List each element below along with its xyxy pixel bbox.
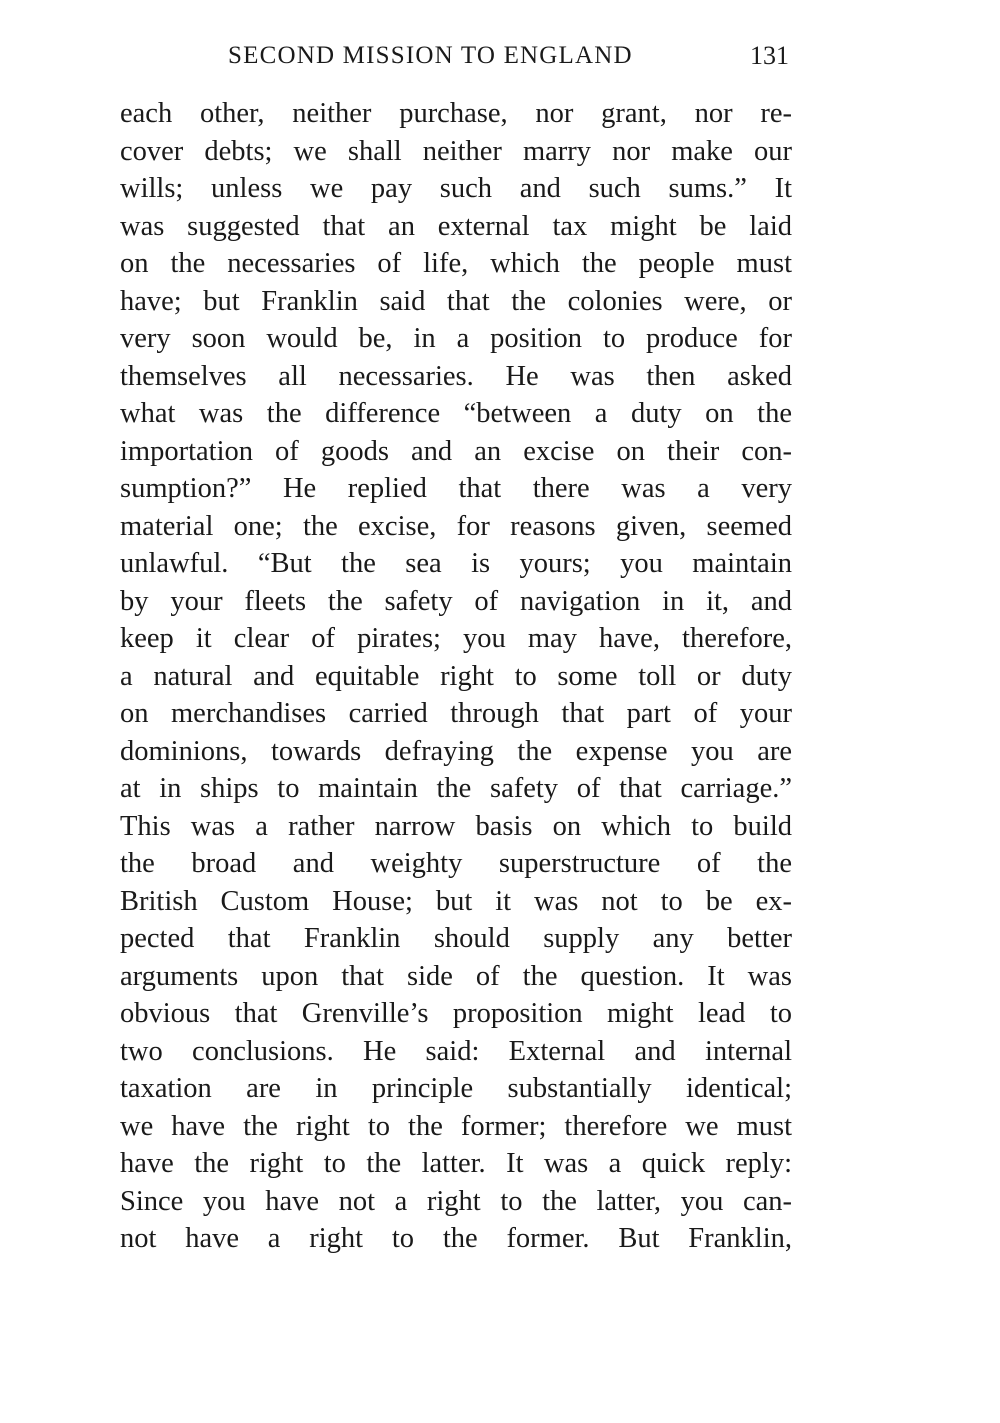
text-line: wills; unless we pay such and such sums.” It (120, 173, 792, 204)
text-line: the broad and weighty superstructure of the (120, 848, 792, 879)
text-line: at in ships to maintain the safety of that carriage.” (120, 773, 792, 804)
text-line: taxation are in principle substantially identical; (120, 1073, 792, 1104)
text-line: British Custom House; but it was not to be ex- (120, 885, 792, 917)
text-line: each other, neither purchase, nor grant, nor re- (120, 98, 792, 129)
running-header (120, 38, 795, 74)
text-line: what was the difference “between a duty on the (120, 398, 792, 429)
text-line: sumption?” He replied that there was a very (120, 473, 792, 504)
text-line: a natural and equitable right to some toll or duty (120, 660, 792, 692)
text-line: very soon would be, in a position to produce for (120, 323, 792, 354)
body-text (120, 95, 792, 1258)
text-line: cover debts; we shall neither marry nor make our (120, 135, 792, 167)
text-line: by your fleets the safety of navigation in it, and (120, 585, 792, 617)
text-line: was suggested that an external tax might be laid (120, 210, 792, 242)
text-line: importation of goods and an excise on their con- (120, 435, 792, 467)
text-line: unlawful. “But the sea is yours; you maintain (120, 548, 792, 579)
text-line: we have the right to the former; therefore we must (120, 1110, 792, 1142)
text-line: obvious that Grenville’s proposition might lead to (120, 998, 792, 1029)
text-line: dominions, towards defraying the expense you are (120, 735, 792, 767)
text-line: have the right to the latter. It was a quick reply: (120, 1148, 792, 1179)
text-line: This was a rather narrow basis on which to build (120, 810, 792, 842)
text-line: pected that Franklin should supply any better (120, 923, 792, 954)
text-line: not have a right to the former. But Franklin, (120, 1223, 792, 1254)
page-number: 131 (750, 41, 789, 70)
text-line: arguments upon that side of the question. It was (120, 960, 792, 992)
text-line: two conclusions. He said: External and internal (120, 1035, 792, 1067)
text-line: on merchandises carried through that part of your (120, 698, 792, 729)
text-line: on the necessaries of life, which the people must (120, 248, 792, 279)
text-line: themselves all necessaries. He was then asked (120, 360, 792, 392)
text-line: have; but Franklin said that the colonies were, or (120, 285, 792, 317)
running-title: SECOND MISSION TO ENGLAND (228, 42, 633, 69)
text-line: material one; the excise, for reasons given, seemed (120, 510, 792, 542)
text-line: Since you have not a right to the latter, you can- (120, 1185, 792, 1217)
text-line: keep it clear of pirates; you may have, therefore, (120, 623, 792, 654)
